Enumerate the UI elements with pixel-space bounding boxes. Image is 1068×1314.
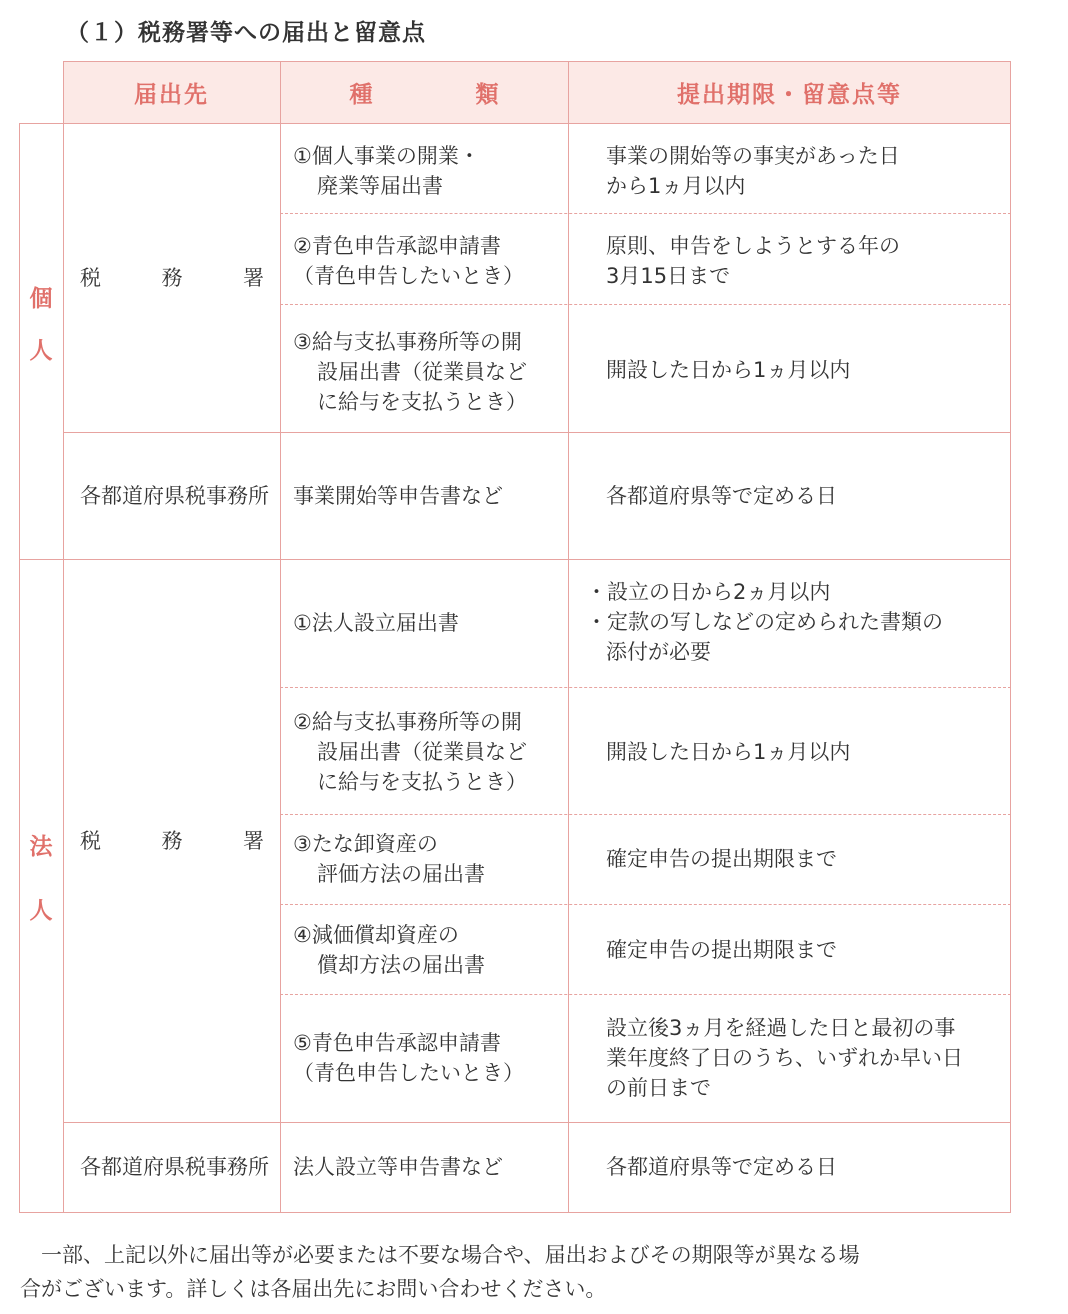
header-type: 種 類 xyxy=(349,81,539,108)
category-corporate: 法 人 xyxy=(29,834,53,924)
kind-cell: ③給与支払事務所等の開 設届出書（従業員など に給与を支払うとき） xyxy=(293,330,527,414)
kind-cell: 事業開始等申告書など xyxy=(293,484,503,508)
deadline-cell: 各都道府県等で定める日 xyxy=(606,1155,837,1179)
row-divider xyxy=(280,304,1011,305)
footer-note: 一部、上記以外に届出等が必要または不要な場合や、届出およびその期限等が異なる場 合がございます。詳しくは各届出先にお問い合わせください。 xyxy=(20,1243,860,1301)
kind-cell: ②青色申告承認申請書 （青色申告したいとき） xyxy=(293,234,524,288)
office-prefecture: 各都道府県税事務所 xyxy=(80,484,269,508)
row-divider xyxy=(280,994,1011,995)
border xyxy=(19,1212,1011,1213)
border xyxy=(63,61,1011,62)
kind-cell: ①個人事業の開業・ 廃業等届出書 xyxy=(293,144,480,198)
office-tax-office: 税 務 署 xyxy=(80,266,264,290)
border xyxy=(63,432,1011,433)
office-prefecture: 各都道府県税事務所 xyxy=(80,1155,269,1179)
deadline-cell: 開設した日から1ヵ月以内 xyxy=(606,358,851,382)
kind-cell: ④減価償却資産の 償却方法の届出書 xyxy=(293,923,485,977)
border xyxy=(19,123,20,1212)
deadline-cell: 原則、申告をしようとする年の 3月15日まで xyxy=(606,234,900,288)
row-divider xyxy=(280,904,1011,905)
deadline-cell: 設立後3ヵ月を経過した日と最初の事 業年度終了日のうち、いずれか早い日 の前日まで xyxy=(606,1016,963,1100)
header-deadline: 提出期限・留意点等 xyxy=(677,81,902,108)
header-destination: 届出先 xyxy=(134,81,209,108)
deadline-cell: 確定申告の提出期限まで xyxy=(606,938,837,962)
deadline-cell: 事業の開始等の事実があった日 から1ヵ月以内 xyxy=(606,144,900,198)
kind-cell: ⑤青色申告承認申請書 （青色申告したいとき） xyxy=(293,1031,524,1085)
kind-cell: 法人設立等申告書など xyxy=(293,1155,503,1179)
deadline-cell: 確定申告の提出期限まで xyxy=(606,847,837,871)
border xyxy=(568,61,569,1212)
deadline-cell: ・設立の日から2ヵ月以内 ・定款の写しなどの定められた書類の 添付が必要 xyxy=(586,580,943,664)
kind-cell: ②給与支払事務所等の開 設届出書（従業員など に給与を支払うとき） xyxy=(293,710,527,794)
kind-cell: ③たな卸資産の 評価方法の届出書 xyxy=(293,832,485,886)
section-title: （１）税務署等への届出と留意点 xyxy=(66,20,426,46)
border xyxy=(1010,61,1011,1212)
kind-cell: ①法人設立届出書 xyxy=(293,611,459,635)
office-tax-office: 税 務 署 xyxy=(80,829,264,853)
category-individual: 個 人 xyxy=(29,286,53,364)
border xyxy=(63,1122,1011,1123)
border xyxy=(19,123,1011,124)
row-divider xyxy=(280,213,1011,214)
row-divider xyxy=(280,687,1011,688)
border xyxy=(280,61,281,1212)
border xyxy=(63,61,64,1212)
deadline-cell: 各都道府県等で定める日 xyxy=(606,484,837,508)
row-divider xyxy=(280,814,1011,815)
deadline-cell: 開設した日から1ヵ月以内 xyxy=(606,740,851,764)
border xyxy=(19,559,1011,560)
